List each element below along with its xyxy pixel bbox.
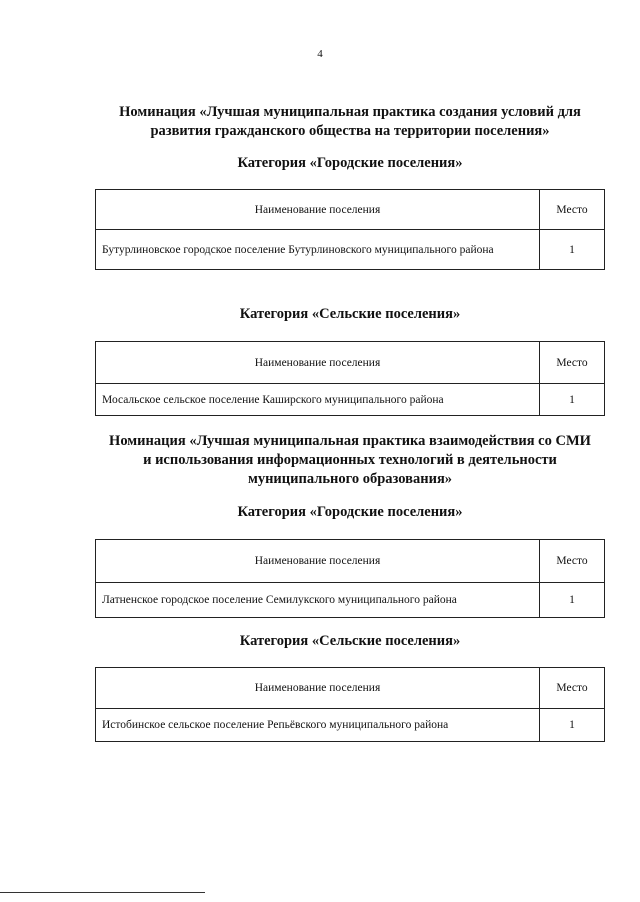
results-table <box>95 539 605 618</box>
cell-place: 1 <box>540 583 605 618</box>
header-place: Место <box>540 540 605 583</box>
header-name: Наименование поселения <box>96 342 540 384</box>
nomination-2-title <box>95 432 605 489</box>
table-header-row <box>96 342 605 384</box>
table-header-row <box>96 540 605 583</box>
table-row <box>96 709 605 742</box>
header-place: Место <box>540 190 605 230</box>
table-header-row <box>96 190 605 230</box>
nomination-title-line: Номинация «Лучшая муниципальная практика создания условий для <box>119 104 581 120</box>
header-place: Место <box>540 668 605 709</box>
header-name: Наименование поселения <box>96 190 540 230</box>
nomination-title-line: развития гражданского общества на территории поселения» <box>150 123 550 139</box>
category-title: Категория «Городские поселения» <box>237 504 463 520</box>
cell-name: Латненское городское поселение Семилукского муниципального района <box>96 583 540 618</box>
header-name: Наименование поселения <box>96 668 540 709</box>
cell-place: 1 <box>540 384 605 416</box>
cell-name: Мосальское сельское поселение Каширского муниципального района <box>96 384 540 416</box>
nomination-title-line: муниципального образования» <box>247 471 453 487</box>
category-title: Категория «Сельские поселения» <box>239 306 461 322</box>
table-row <box>96 583 605 618</box>
nomination-title-line: и использования информационных технологий в деятельности <box>143 452 557 468</box>
table-header-row <box>96 668 605 709</box>
nomination-1-title <box>95 103 605 141</box>
results-table <box>95 189 605 270</box>
table-row <box>96 384 605 416</box>
header-place: Место <box>540 342 605 384</box>
page-number: 4 <box>317 48 323 60</box>
nomination-title-line: Номинация «Лучшая муниципальная практика взаимодействия со СМИ <box>109 433 591 449</box>
category-title: Категория «Сельские поселения» <box>239 633 461 649</box>
table-row <box>96 230 605 270</box>
category-title: Категория «Городские поселения» <box>237 155 463 171</box>
cell-name: Бутурлиновское городское поселение Бутурлиновского муниципального района <box>96 230 540 270</box>
cell-place: 1 <box>540 230 605 270</box>
header-name: Наименование поселения <box>96 540 540 583</box>
footnote-divider <box>0 892 205 893</box>
cell-place: 1 <box>540 709 605 742</box>
cell-name: Истобинское сельское поселение Репьёвского муниципального района <box>96 709 540 742</box>
results-table <box>95 341 605 416</box>
results-table <box>95 667 605 742</box>
